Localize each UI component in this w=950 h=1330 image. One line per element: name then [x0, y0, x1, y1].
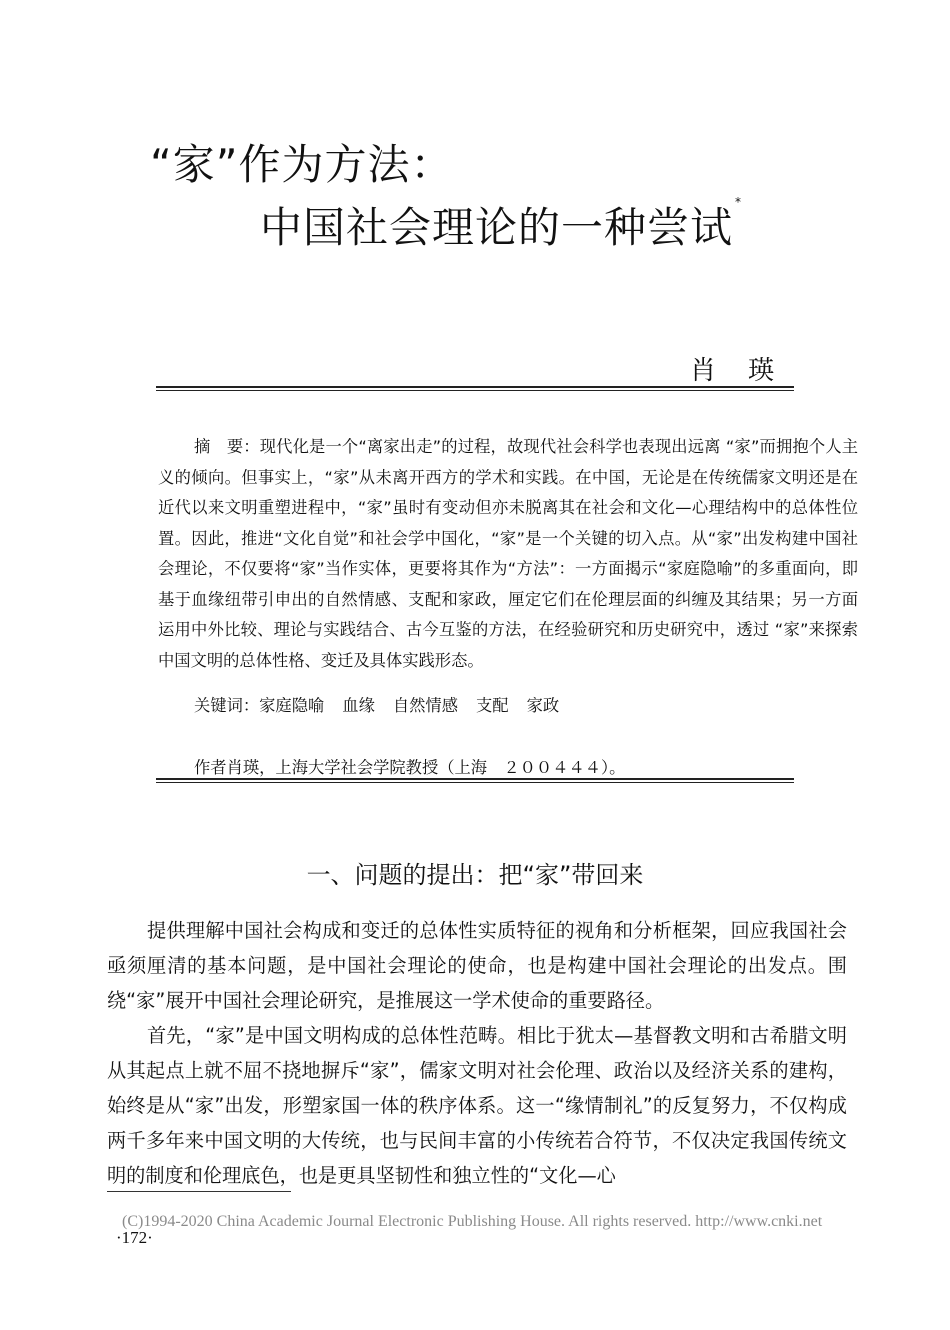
keywords-label: 关键词： — [194, 696, 260, 715]
body-text — [107, 913, 847, 1193]
title-line-2-text: 中国社会理论的一种尝试 — [260, 203, 734, 252]
keywords — [194, 692, 577, 716]
title-footnote-mark: * — [735, 195, 743, 209]
abstract — [158, 432, 858, 676]
keyword: 血缘 — [342, 696, 375, 715]
paragraph: 首先，“家”是中国文明构成的总体性范畴。相比于犹太—基督教文明和古希腊文明从其起点上就不屈不挠地摒斥“家”，儒家文明对社会伦理、政治以及经济关系的建构，始终是从“家”出发，形塑家国一体的秩序体系。这一“缘情制礼”的反复努力，不仅构成两千多年来中国文明的大传统，也与民间丰富的小传统若合符节，不仅决定我国传统文明的制度和伦理底色，也是更具坚韧性和独立性的“文化—心 — [107, 1024, 847, 1187]
keyword: 自然情感 — [392, 696, 458, 715]
abstract-text: 现代化是一个“离家出走”的过程，故现代社会科学也表现出远离 “家”而拥抱个人主义的倾向。但事实上，“家”从未离开西方的学术和实践。在中国，无论是在传统儒家文明还是在近代以来文明重塑进程中，“家”虽时有变动但亦未脱离其在社会和文化—心理结构中的总体性位置。因此，推进“文化自觉”和社会学中国化，“家”是一个关键的切入点。从“家”出发构建中国社会理论，不仅要将“家”当作实体，更要将其作为“方法”：一方面揭示“家庭隐喻”的多重面向，即基于血缘纽带引申出的自然情感、支配和家政，厘定它们在伦理层面的纠缠及其结果；另一方面运用中外比较、理论与实践结合、古今互鉴的方法，在经验研究和历史研究中，透过 “家”来探索中国文明的总体性格、变迁及具体实践形态。 — [158, 437, 858, 670]
abstract-rule — [156, 778, 794, 783]
keyword: 家庭隐喻 — [259, 696, 325, 715]
author-info: 作者肖瑛，上海大学社会学院教授（上海 ２００４４４）。 — [194, 758, 626, 777]
footnote-rule — [107, 1191, 291, 1192]
section-heading: 一、问题的提出：把“家”带回来 — [306, 861, 644, 889]
abstract-label: 摘 要： — [194, 437, 260, 456]
author-name: 肖瑛 — [690, 356, 807, 386]
keyword: 支配 — [476, 696, 509, 715]
page-number: ·172· — [116, 1228, 153, 1247]
title-line-1: “家”作为方法： — [150, 140, 454, 189]
copyright-notice: (C)1994-2020 China Academic Journal Electronic Publishing House. All rights reserved. http://www.cnki.net — [122, 1213, 823, 1230]
paragraph: 提供理解中国社会构成和变迁的总体性实质特征的视角和分析框架，回应我国社会亟须厘清的基本问题，是中国社会理论的使命，也是构建中国社会理论的出发点。围绕“家”展开中国社会理论研究，是推展这一学术使命的重要路径。 — [107, 919, 847, 1012]
keyword: 家政 — [526, 696, 560, 715]
header-rule — [156, 386, 794, 391]
title-line-2 — [260, 195, 742, 255]
